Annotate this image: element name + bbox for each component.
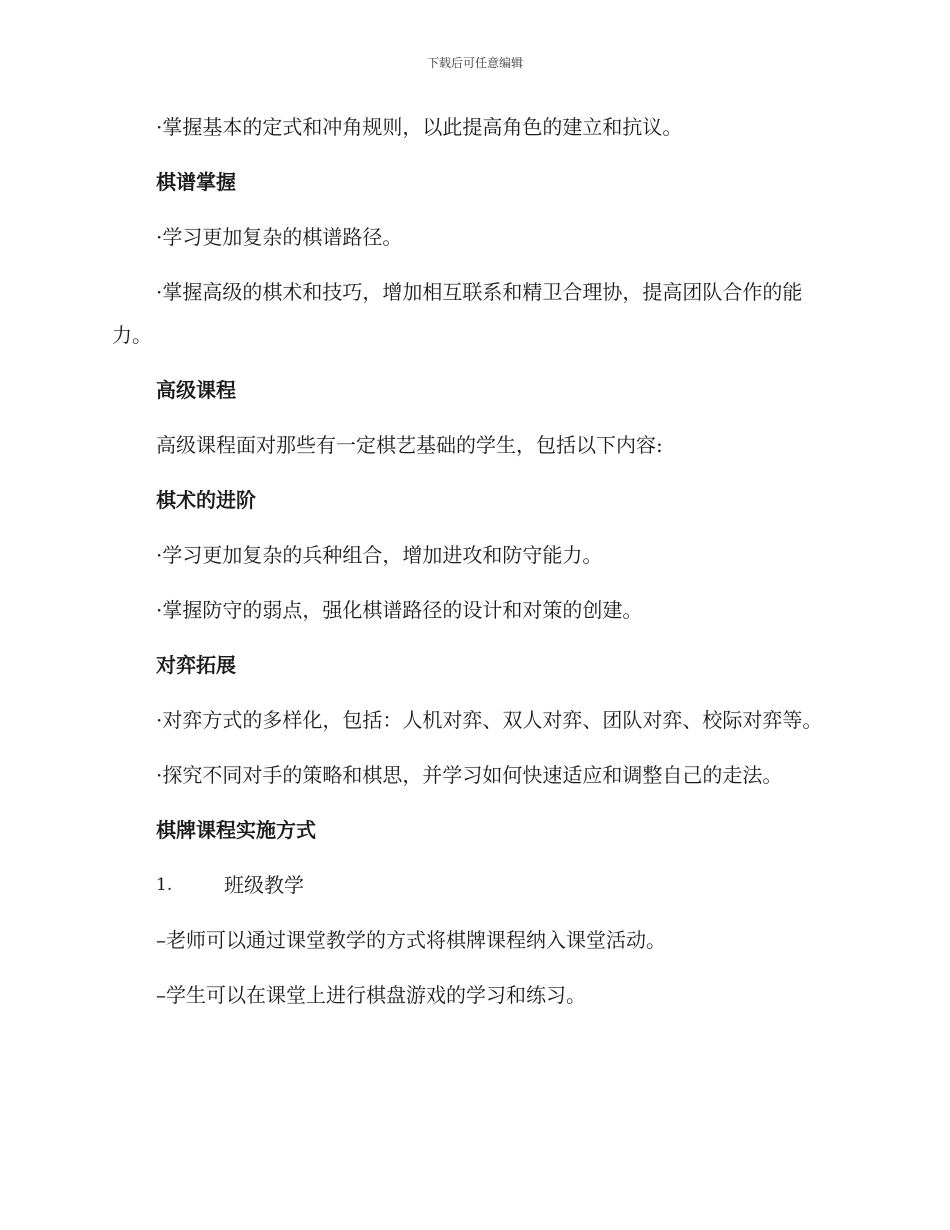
list-number: 1. bbox=[156, 875, 173, 895]
paragraph-bullet: ·掌握高级的棋术和技巧，增加相互联系和精卫合理协，提高团队合作的能力。 bbox=[112, 280, 803, 347]
paragraph-bullet: ·对弈方式的多样化，包括：人机对弈、双人对弈、团队对弈、校际对弈等。 bbox=[156, 708, 823, 732]
section-heading: 棋术的进阶 bbox=[156, 488, 256, 512]
numbered-item-text: 班级教学 bbox=[224, 873, 304, 897]
page-header: 下载后可任意编辑 bbox=[426, 56, 523, 70]
paragraph-bullet: ·学习更加复杂的棋谱路径。 bbox=[156, 225, 403, 249]
paragraph-dash: –老师可以通过课堂教学的方式将棋牌课程纳入课堂活动。 bbox=[156, 928, 666, 952]
numbered-item bbox=[112, 864, 824, 907]
paragraph-dash: –学生可以在课堂上进行棋盘游戏的学习和练习。 bbox=[156, 983, 586, 1007]
paragraph-bullet: ·学习更加复杂的兵种组合，增加进攻和防守能力。 bbox=[156, 543, 603, 567]
section-heading: 棋牌课程实施方式 bbox=[156, 818, 316, 842]
paragraph-bullet: ·探究不同对手的策略和棋思，并学习如何快速适应和调整自己的走法。 bbox=[156, 763, 783, 787]
section-heading: 对弈拓展 bbox=[156, 653, 236, 677]
section-heading: 棋谱掌握 bbox=[156, 170, 236, 194]
paragraph-text: 高级课程面对那些有一定棋艺基础的学生，包括以下内容: bbox=[156, 433, 663, 457]
document-body bbox=[112, 106, 824, 1029]
section-heading: 高级课程 bbox=[156, 378, 236, 402]
paragraph-bullet: ·掌握防守的弱点，强化棋谱路径的设计和对策的创建。 bbox=[156, 598, 643, 622]
paragraph-bullet: ·掌握基本的定式和冲角规则，以此提高角色的建立和抗议。 bbox=[156, 115, 683, 139]
